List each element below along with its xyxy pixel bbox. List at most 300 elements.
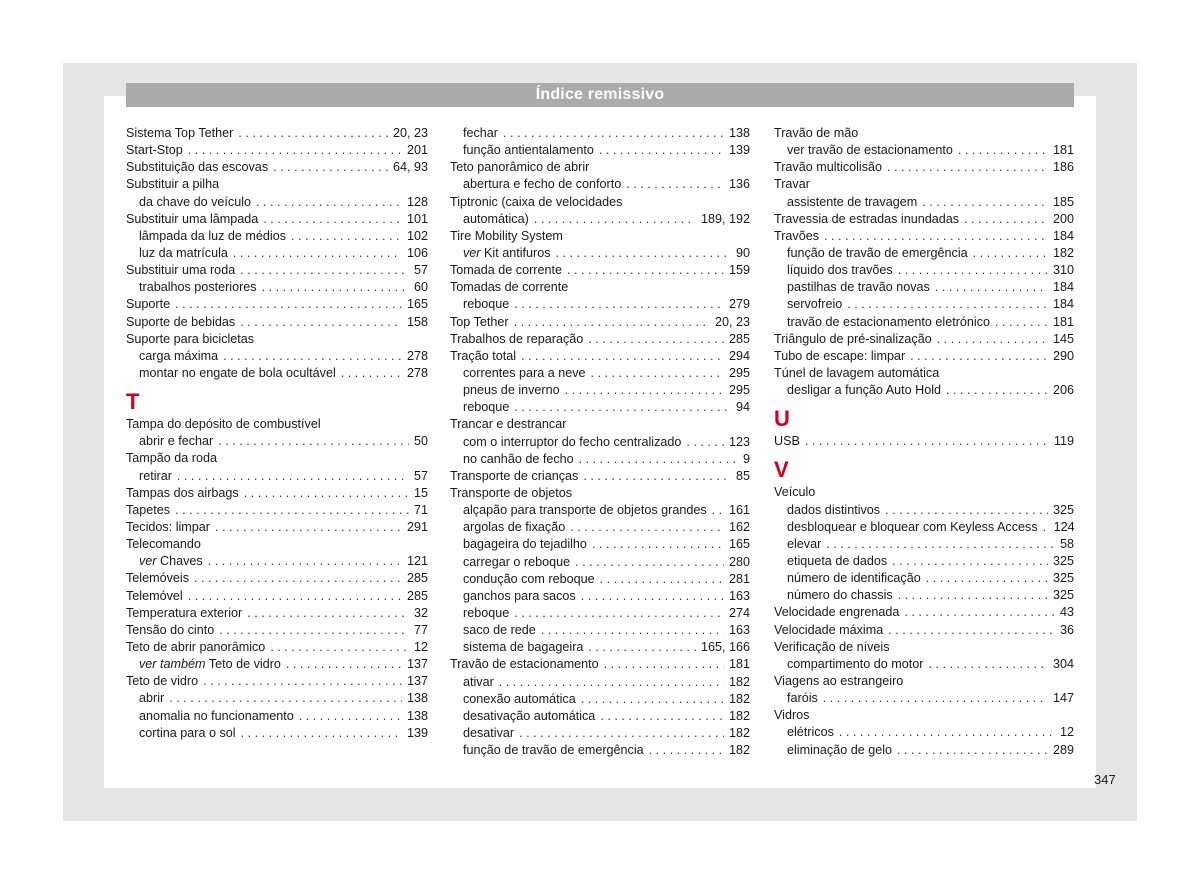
entry-page-ref: 280: [728, 554, 750, 569]
entry-page-ref: 57: [413, 263, 428, 278]
entry-label: [787, 536, 821, 553]
entry-label: [787, 296, 842, 313]
entry-text: Tensão do cinto: [126, 622, 215, 637]
entry-text: Teto de abrir panorâmico: [126, 639, 266, 654]
entry-text: Tapetes: [126, 502, 171, 517]
entry-text: servofreio: [787, 297, 843, 312]
leader-dots: [215, 519, 402, 536]
index-entry: [126, 673, 428, 690]
entry-label: [774, 484, 815, 501]
entry-label: [463, 365, 586, 382]
entry-label: [450, 416, 566, 433]
index-subentry: [774, 314, 1074, 331]
entry-label: [787, 742, 892, 759]
entry-text: Velocidade máxima: [774, 622, 884, 637]
leader-dots: [973, 245, 1048, 262]
leader-dots: [898, 262, 1048, 279]
entry-text: Suporte: [126, 297, 171, 312]
entry-text: Temperatura exterior: [126, 605, 243, 620]
entry-label: [787, 142, 953, 159]
leader-dots: [649, 742, 724, 759]
entry-text: desbloquear e bloquear com Keyless Access: [787, 519, 1038, 534]
index-subentry: [126, 348, 428, 365]
leader-dots: [177, 468, 409, 485]
leader-dots: [581, 588, 724, 605]
entry-text: Veículo: [774, 485, 816, 500]
leader-dots: [626, 176, 724, 193]
entry-text: Travões: [774, 228, 820, 243]
leader-dots: [937, 331, 1048, 348]
entry-label: [463, 211, 529, 228]
entry-label: [126, 296, 170, 313]
entry-page-ref: 12: [413, 639, 428, 654]
entry-page-ref: 206: [1052, 383, 1074, 398]
entry-text: faróis: [787, 691, 818, 706]
index-entry: [126, 622, 428, 639]
entry-page-ref: 304: [1052, 656, 1074, 671]
index-entry: [450, 331, 750, 348]
index-column-1: [126, 125, 428, 742]
leader-dots: [244, 485, 409, 502]
entry-text: Substituir a pilha: [126, 177, 220, 192]
index-entry: [774, 211, 1074, 228]
entry-page-ref: 290: [1052, 348, 1074, 363]
entry-text: fechar: [463, 126, 499, 140]
entry-page-ref: 57: [413, 468, 428, 483]
entry-text: Velocidade engrenada: [774, 605, 900, 620]
entry-page-ref: 165, 166: [700, 640, 750, 655]
index-entry: [450, 468, 750, 485]
index-subentry: [774, 296, 1074, 313]
index-entry: [126, 416, 428, 433]
leader-dots: [964, 211, 1048, 228]
entry-page-ref: 138: [406, 708, 428, 723]
index-header: [126, 83, 1074, 107]
entry-label: [787, 245, 968, 262]
entry-label: [463, 519, 565, 536]
entry-label: [126, 605, 242, 622]
index-subentry: [450, 125, 750, 142]
entry-label: [463, 588, 576, 605]
entry-label: [139, 690, 164, 707]
entry-page-ref: 90: [735, 245, 750, 260]
entry-page-ref: 189, 192: [700, 211, 750, 226]
leader-dots: [534, 211, 696, 228]
index-subentry: [774, 587, 1074, 604]
entry-text: desativação automática: [463, 708, 596, 723]
entry-page-ref: 274: [728, 605, 750, 620]
index-subentry: [126, 725, 428, 742]
entry-label: [139, 433, 213, 450]
entry-label: [787, 690, 818, 707]
entry-text: Transporte de objetos: [450, 485, 573, 500]
entry-text: Travão multicolisão: [774, 160, 883, 175]
index-subentry: [450, 434, 750, 451]
entry-label: [450, 314, 509, 331]
index-subentry: [126, 433, 428, 450]
entry-page-ref: 181: [728, 657, 750, 672]
index-subentry: [774, 245, 1074, 262]
index-subentry: [126, 365, 428, 382]
leader-dots: [805, 433, 1049, 450]
index-subentry: [774, 724, 1074, 741]
entry-text: anomalia no funcionamento: [139, 708, 294, 723]
index-subentry: [774, 536, 1074, 553]
index-entry: [126, 588, 428, 605]
leader-dots: [169, 690, 402, 707]
entry-page-ref: 161: [728, 503, 750, 518]
entry-label: [126, 622, 214, 639]
index-subentry: [450, 639, 750, 656]
entry-text: alçapão para transporte de objetos grandes: [463, 503, 707, 518]
cross-reference-prefix: ver também: [139, 657, 206, 672]
index-entry: [774, 604, 1074, 621]
entry-label: [126, 211, 258, 228]
index-entry: [126, 570, 428, 587]
entry-text: Verificação de níveis: [774, 639, 890, 654]
entry-label: [126, 639, 265, 656]
entry-label: [463, 622, 536, 639]
entry-page-ref: 325: [1052, 553, 1074, 568]
leader-dots: [926, 570, 1048, 587]
entry-label: [463, 639, 583, 656]
index-entry: [450, 159, 750, 176]
leader-dots: [556, 245, 731, 262]
entry-text: Tire Mobility System: [450, 228, 563, 243]
entry-page-ref: 20, 23: [714, 314, 750, 329]
entry-text: número do chassis: [787, 588, 893, 603]
leader-dots: [514, 296, 724, 313]
leader-dots: [599, 142, 724, 159]
leader-dots: [824, 228, 1048, 245]
entry-label: [787, 724, 834, 741]
index-subentry: [126, 194, 428, 211]
leader-dots: [592, 536, 724, 553]
entry-page-ref: 136: [728, 177, 750, 192]
entry-text: Vidros: [774, 708, 810, 723]
entry-label: [126, 450, 217, 467]
index-entry: [450, 228, 750, 245]
entry-label: [774, 707, 809, 724]
entry-label: [463, 691, 576, 708]
leader-dots: [240, 314, 402, 331]
entry-label: [774, 365, 939, 382]
entry-text: cortina para o sol: [139, 725, 236, 740]
entry-page-ref: 186: [1052, 160, 1074, 175]
index-entry: [126, 605, 428, 622]
leader-dots: [570, 519, 724, 536]
index-subentry: [126, 228, 428, 245]
leader-dots: [175, 502, 409, 519]
entry-page-ref: 278: [406, 348, 428, 363]
index-subentry: [450, 245, 750, 262]
entry-text: da chave do veículo: [139, 194, 252, 209]
entry-page-ref: 294: [728, 348, 750, 363]
entry-label: [787, 587, 893, 604]
entry-page-ref: 12: [1059, 725, 1074, 740]
entry-text: correntes para a neve: [463, 365, 586, 380]
entry-text: condução com reboque: [463, 571, 595, 586]
entry-label: [787, 279, 930, 296]
entry-text: Tampão da roda: [126, 451, 218, 466]
entry-label: [463, 742, 644, 759]
entry-text: automática): [463, 211, 529, 226]
leader-dots: [238, 125, 388, 142]
leader-dots: [233, 245, 402, 262]
leader-dots: [223, 348, 402, 365]
entry-text: bagageira do tejadilho: [463, 537, 587, 552]
entry-text: Teto panorâmico de abrir: [450, 160, 590, 175]
leader-dots: [588, 639, 696, 656]
entry-label: [787, 570, 921, 587]
index-entry: [126, 639, 428, 656]
entry-label: [774, 348, 905, 365]
entry-page-ref: 184: [1052, 228, 1074, 243]
entry-text: Travessia de estradas inundadas: [774, 211, 960, 226]
leader-dots: [686, 434, 724, 451]
leader-dots: [263, 211, 402, 228]
entry-page-ref: 36: [1059, 622, 1074, 637]
entry-label: [126, 519, 210, 536]
entry-text: abrir: [139, 691, 165, 706]
index-title: Índice remissivo: [535, 86, 665, 103]
entry-label: [126, 262, 235, 279]
entry-text: Travão de mão: [774, 126, 859, 140]
entry-label: [450, 159, 589, 176]
entry-page-ref: 64, 93: [392, 160, 428, 175]
entry-page-ref: 145: [1052, 331, 1074, 346]
leader-dots: [995, 314, 1048, 331]
entry-text: com o interruptor do fecho centralizado: [463, 434, 682, 449]
entry-page-ref: 295: [728, 365, 750, 380]
entry-page-ref: 123: [728, 434, 750, 449]
index-entry: [450, 194, 750, 211]
entry-label: [774, 228, 819, 245]
entry-page-ref: 281: [728, 571, 750, 586]
index-subentry: [774, 656, 1074, 673]
entry-page-ref: 184: [1052, 280, 1074, 295]
leader-dots: [188, 588, 402, 605]
leader-dots: [286, 656, 402, 673]
entry-label: [787, 262, 893, 279]
entry-label: [463, 296, 509, 313]
index-entry: [774, 331, 1074, 348]
entry-label: [139, 279, 257, 296]
entry-page-ref: 165: [728, 537, 750, 552]
leader-dots: [575, 554, 724, 571]
leader-dots: [514, 399, 731, 416]
leader-dots: [519, 725, 724, 742]
entry-label: [774, 604, 899, 621]
entry-page-ref: 182: [728, 691, 750, 706]
entry-label: [463, 451, 574, 468]
entry-page-ref: 128: [406, 194, 428, 209]
index-subentry: [450, 296, 750, 313]
entry-text: Telemóvel: [126, 588, 183, 603]
index-subentry: [774, 194, 1074, 211]
index-subentry: [450, 502, 750, 519]
entry-page-ref: 201: [406, 143, 428, 158]
entry-page-ref: 60: [413, 280, 428, 295]
entry-text: Chaves: [160, 554, 203, 569]
section-letter: V: [774, 457, 789, 483]
entry-label: [126, 159, 268, 176]
entry-label: [787, 194, 917, 211]
entry-label: [774, 331, 932, 348]
entry-page-ref: 106: [406, 245, 428, 260]
entry-label: [463, 708, 595, 725]
index-entry: [450, 279, 750, 296]
leader-dots: [897, 742, 1048, 759]
leader-dots: [1043, 519, 1049, 536]
leader-dots: [922, 194, 1048, 211]
entry-label: [126, 314, 235, 331]
leader-dots: [712, 502, 724, 519]
index-entry: [450, 656, 750, 673]
index-subentry: [126, 708, 428, 725]
entry-label: [139, 245, 228, 262]
entry-label: [126, 588, 183, 605]
entry-label: [787, 382, 941, 399]
leader-dots: [581, 691, 724, 708]
leader-dots: [588, 331, 724, 348]
entry-page-ref: 102: [406, 228, 428, 243]
entry-text: pastilhas de travão novas: [787, 280, 930, 295]
index-entry: [774, 484, 1074, 501]
leader-dots: [910, 348, 1048, 365]
entry-page-ref: 200: [1052, 211, 1074, 226]
index-subentry: [450, 536, 750, 553]
index-entry: [126, 519, 428, 536]
cross-reference-prefix: ver: [139, 554, 157, 569]
index-subentry: [774, 262, 1074, 279]
entry-label: [139, 348, 218, 365]
page-number: 347: [1094, 772, 1116, 787]
entry-page-ref: 139: [406, 725, 428, 740]
entry-page-ref: 278: [406, 365, 428, 380]
leader-dots: [892, 553, 1048, 570]
entry-label: [774, 176, 810, 193]
entry-text: ganchos para sacos: [463, 588, 576, 603]
leader-dots: [514, 314, 710, 331]
entry-text: Tomada de corrente: [450, 263, 563, 278]
index-subentry: [450, 674, 750, 691]
entry-label: [463, 382, 560, 399]
leader-dots: [898, 587, 1048, 604]
cross-reference-prefix: ver: [463, 245, 481, 260]
entry-page-ref: 291: [406, 519, 428, 534]
entry-text: Substituição das escovas: [126, 160, 269, 175]
entry-label: [139, 656, 281, 673]
entry-label: [139, 228, 286, 245]
entry-page-ref: 289: [1052, 742, 1074, 757]
entry-label: [463, 502, 707, 519]
entry-text: reboque: [463, 605, 510, 620]
index-entry: [774, 707, 1074, 724]
leader-dots: [514, 605, 724, 622]
leader-dots: [888, 622, 1055, 639]
entry-page-ref: 94: [735, 400, 750, 415]
entry-text: elétricos: [787, 725, 834, 740]
entry-label: [126, 536, 201, 553]
index-subentry: [450, 691, 750, 708]
entry-text: abertura e fecho de conforto: [463, 177, 622, 192]
index-entry: [126, 485, 428, 502]
entry-label: [126, 502, 170, 519]
index-entry: [774, 228, 1074, 245]
entry-label: [774, 622, 883, 639]
entry-text: trabalhos posteriores: [139, 280, 257, 295]
index-subentry: [774, 690, 1074, 707]
entry-label: [126, 142, 183, 159]
entry-label: [450, 331, 583, 348]
entry-label: [126, 673, 198, 690]
entry-label: [787, 502, 880, 519]
entry-page-ref: 279: [728, 297, 750, 312]
entry-label: [139, 468, 172, 485]
entry-page-ref: 32: [413, 605, 428, 620]
entry-page-ref: 43: [1059, 605, 1074, 620]
entry-label: [463, 142, 594, 159]
leader-dots: [219, 622, 409, 639]
entry-text: compartimento do motor: [787, 656, 924, 671]
entry-text: argolas de fixação: [463, 520, 566, 535]
index-entry: [774, 159, 1074, 176]
entry-text: Tampas dos airbags: [126, 485, 239, 500]
leader-dots: [591, 365, 724, 382]
index-subentry: [450, 365, 750, 382]
entry-text: lâmpada da luz de médios: [139, 228, 287, 243]
entry-page-ref: 310: [1052, 263, 1074, 278]
leader-dots: [499, 674, 724, 691]
entry-page-ref: 285: [728, 331, 750, 346]
entry-label: [450, 348, 516, 365]
index-subentry: [450, 725, 750, 742]
leader-dots: [194, 570, 402, 587]
section-letter: U: [774, 406, 790, 432]
leader-dots: [600, 571, 724, 588]
entry-label: [450, 228, 563, 245]
section-letter: T: [126, 389, 140, 415]
index-entry: [126, 314, 428, 331]
entry-page-ref: 163: [728, 623, 750, 638]
index-entry: [450, 348, 750, 365]
entry-text: USB: [774, 434, 800, 449]
index-entry: [450, 314, 750, 331]
entry-label: [463, 536, 587, 553]
entry-label: [450, 279, 568, 296]
entry-text: montar no engate de bola ocultável: [139, 365, 336, 380]
entry-text: Start-Stop: [126, 143, 183, 158]
entry-text: desativar: [463, 725, 515, 740]
entry-page-ref: 325: [1052, 571, 1074, 586]
entry-text: travão de estacionamento eletrónico: [787, 314, 991, 329]
index-entry: [774, 433, 1074, 450]
entry-text: Tração total: [450, 348, 517, 363]
entry-label: [463, 674, 494, 691]
index-subentry: [774, 553, 1074, 570]
entry-text: eliminação de gelo: [787, 742, 893, 757]
entry-label: [774, 639, 890, 656]
index-entry: [126, 536, 428, 553]
entry-text: saco de rede: [463, 623, 536, 638]
index-subentry: [450, 211, 750, 228]
entry-label: [126, 125, 233, 142]
leader-dots: [885, 502, 1048, 519]
entry-page-ref: 137: [406, 657, 428, 672]
index-entry: [126, 502, 428, 519]
entry-page-ref: 147: [1052, 691, 1074, 706]
